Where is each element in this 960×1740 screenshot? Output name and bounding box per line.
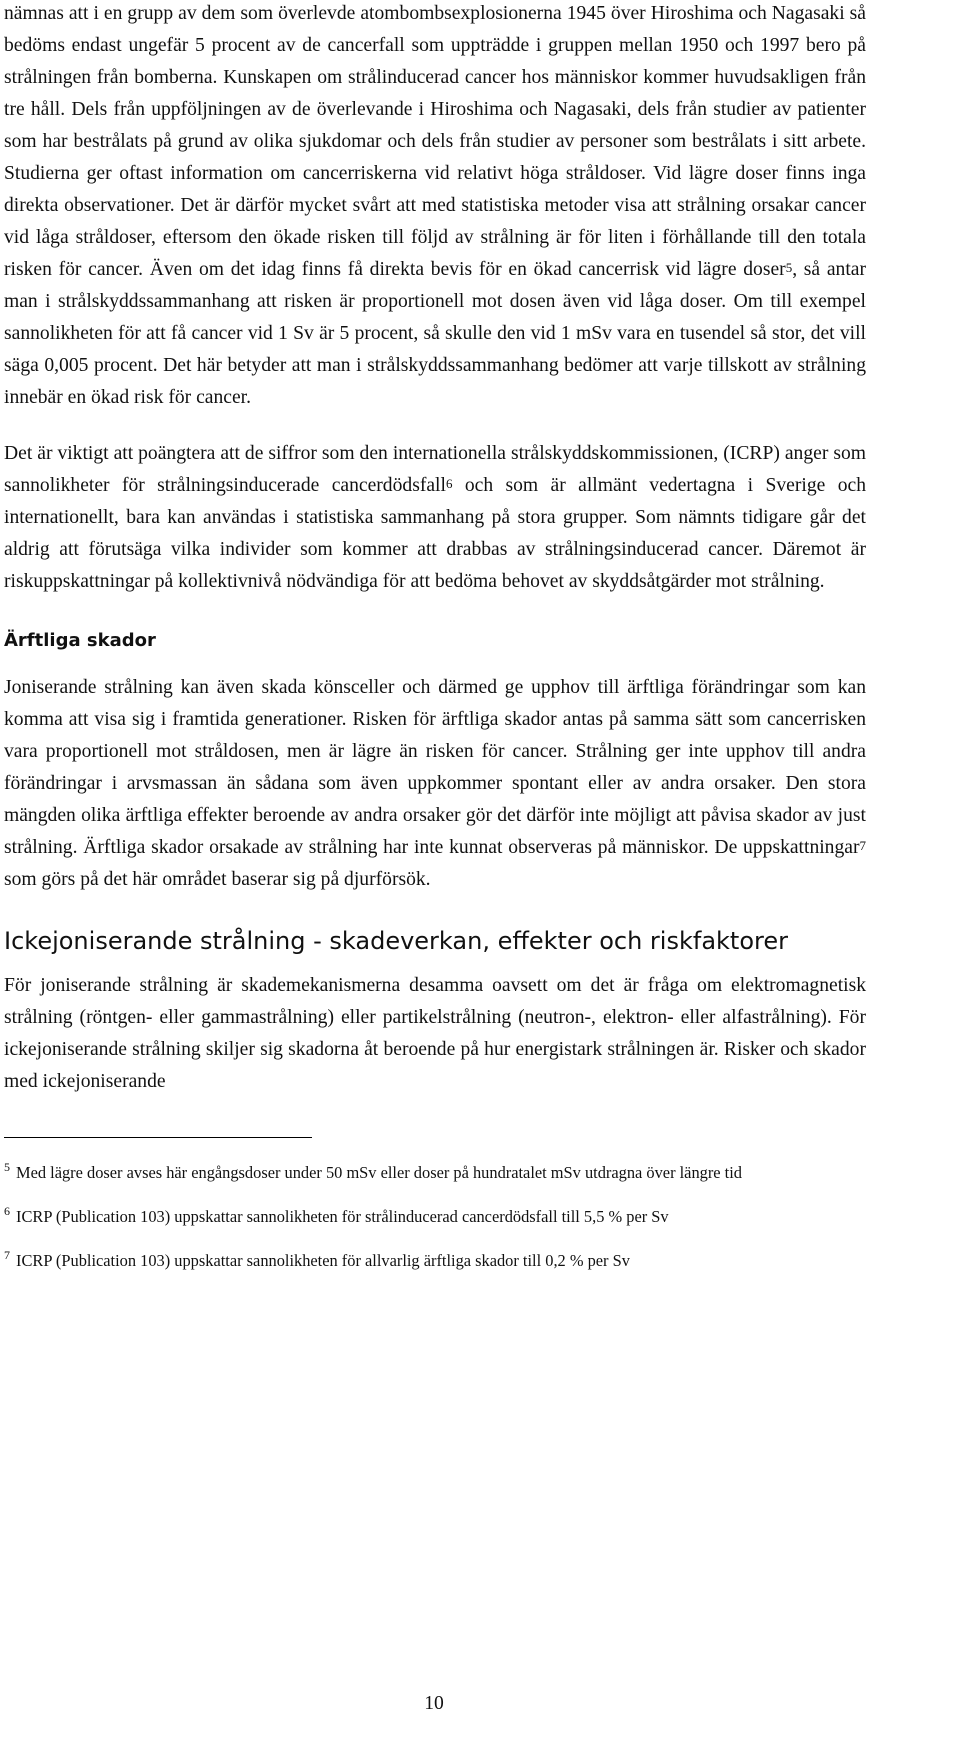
paragraph-text: Det är viktigt att poängtera att de siffror som den internationella strålskyddskommissionen, (ICRP) anger som sannolikheter för strålningsinducerade cancerdödsfall xyxy=(4,443,866,496)
footnote-text: ICRP (Publication 103) uppskattar sannolikheten för strålinducerad cancerdödsfall till 5,5 % per Sv xyxy=(16,1207,669,1226)
paragraph-text: nämnas att i en grupp av dem som överlevde atombombsexplosionerna 1945 över Hiroshima och Nagasaki så bedöms endast ungefär 5 procent av de cancerfall som uppträdde i gruppen mellan 1950 och 1997 bero på strålningen från bomberna. Kunskapen om strålinducerad cancer hos människor kommer huvudsakligen från tre håll. Dels från uppföljningen av de överlevande i Hiroshima och Nagasaki, dels från studier av patienter som har bestrålats på grund av olika sjukdomar och dels från studier av personer som bestrålats i sitt arbete. Studierna ger oftast information om cancerriskerna vid relativt höga stråldoser. Vid lägre doser finns inga direkta observationer. Det är därför mycket svårt att med statistiska metoder visa att strålning orsakar cancer vid låga stråldoser, eftersom den ökade risken till följd av strålning är för liten i förhållande till den totala risken för cancer. Även om det idag finns få direkta bevis för en ökad cancerrisk vid lägre doser xyxy=(4,3,866,280)
footnote-7 xyxy=(4,1248,866,1274)
footnote-6 xyxy=(4,1204,866,1230)
footnote-divider xyxy=(4,1137,312,1138)
heading-hereditary-damage: Ärftliga skador xyxy=(4,630,156,651)
document-page xyxy=(4,0,866,1292)
page-number: 10 xyxy=(424,1693,444,1714)
heading-nonionizing-radiation: Ickejoniserande strålning - skadeverkan, effekter och riskfaktorer xyxy=(4,927,788,955)
paragraph-nonionizing: För joniserande strålning är skademekanismerna desamma oavsett om det är fråga om elektromagnetisk strålning (röntgen- eller gammastrålning) eller partikelstrålning (neutron-, elektron- eller alfastrålning). För ickejoniserande strålning skiljer sig skadorna åt beroende på hur energistark strålningen är. Risker och skador med ickejoniserande xyxy=(4,975,866,1092)
paragraph-icrp xyxy=(4,438,866,598)
paragraph-text: , så antar man i strålskyddssammanhang att risken är proportionell mot dosen även vid låga doser. Om till exempel sannolikheten för att få cancer vid 1 Sv är 5 procent, så skulle den vid 1 mSv vara en tusendel så stor, det vill säga 0,005 procent. Det här betyder att man i strålskyddssammanhang bedömer att varje tillskott av strålning innebär en ökad risk för cancer. xyxy=(4,259,866,408)
footnote-ref-5[interactable]: 5 xyxy=(785,260,793,275)
footnote-ref-6[interactable]: 6 xyxy=(445,476,453,491)
footnote-5 xyxy=(4,1160,866,1186)
footnote-number: 5 xyxy=(4,1160,10,1174)
paragraph-text: och som är allmänt vedertagna i Sverige och internationellt, bara kan användas i statistiska sammanhang på stora grupper. Som nämnts tidigare går det aldrig att förutsäga vilka individer som kommer att drabbas av strålningsinducerad cancer. Däremot är riskuppskattningar på kollektivnivå nödvändiga för att bedöma behovet av skyddsåtgärder mot strålning. xyxy=(4,475,867,592)
footnote-text: ICRP (Publication 103) uppskattar sannolikheten för allvarlig ärftliga skador till 0,2 % per Sv xyxy=(16,1251,630,1270)
paragraph-text: Joniserande strålning kan även skada könsceller och därmed ge upphov till ärftliga förändringar som kan komma att visa sig i framtida generationer. Risken för ärftliga skador antas på samma sätt som cancerrisken vara proportionell mot stråldosen, men är lägre än risken för cancer. Strålning ger inte upphov till andra förändringar i arvsmassan än sådana som även uppkommer spontant eller av andra orsaker. Den stora mängden olika ärftliga effekter beroende av andra orsaker gör det därför inte möjligt att påvisa skador av just strålning. Ärftliga skador orsakade av strålning har inte kunnat observeras på människor. De uppskattningar xyxy=(4,677,866,858)
footnote-number: 6 xyxy=(4,1204,10,1218)
footnote-ref-7[interactable]: 7 xyxy=(859,838,866,853)
footnote-number: 7 xyxy=(4,1248,10,1262)
paragraph-text: som görs på det här området baserar sig på djurförsök. xyxy=(4,869,431,890)
paragraph-hereditary xyxy=(4,672,866,896)
footnotes xyxy=(4,1160,866,1274)
paragraph-cancer-risk xyxy=(4,0,866,414)
footnote-text: Med lägre doser avses här engångsdoser under 50 mSv eller doser på hundratalet mSv utdragna över längre tid xyxy=(16,1163,742,1182)
